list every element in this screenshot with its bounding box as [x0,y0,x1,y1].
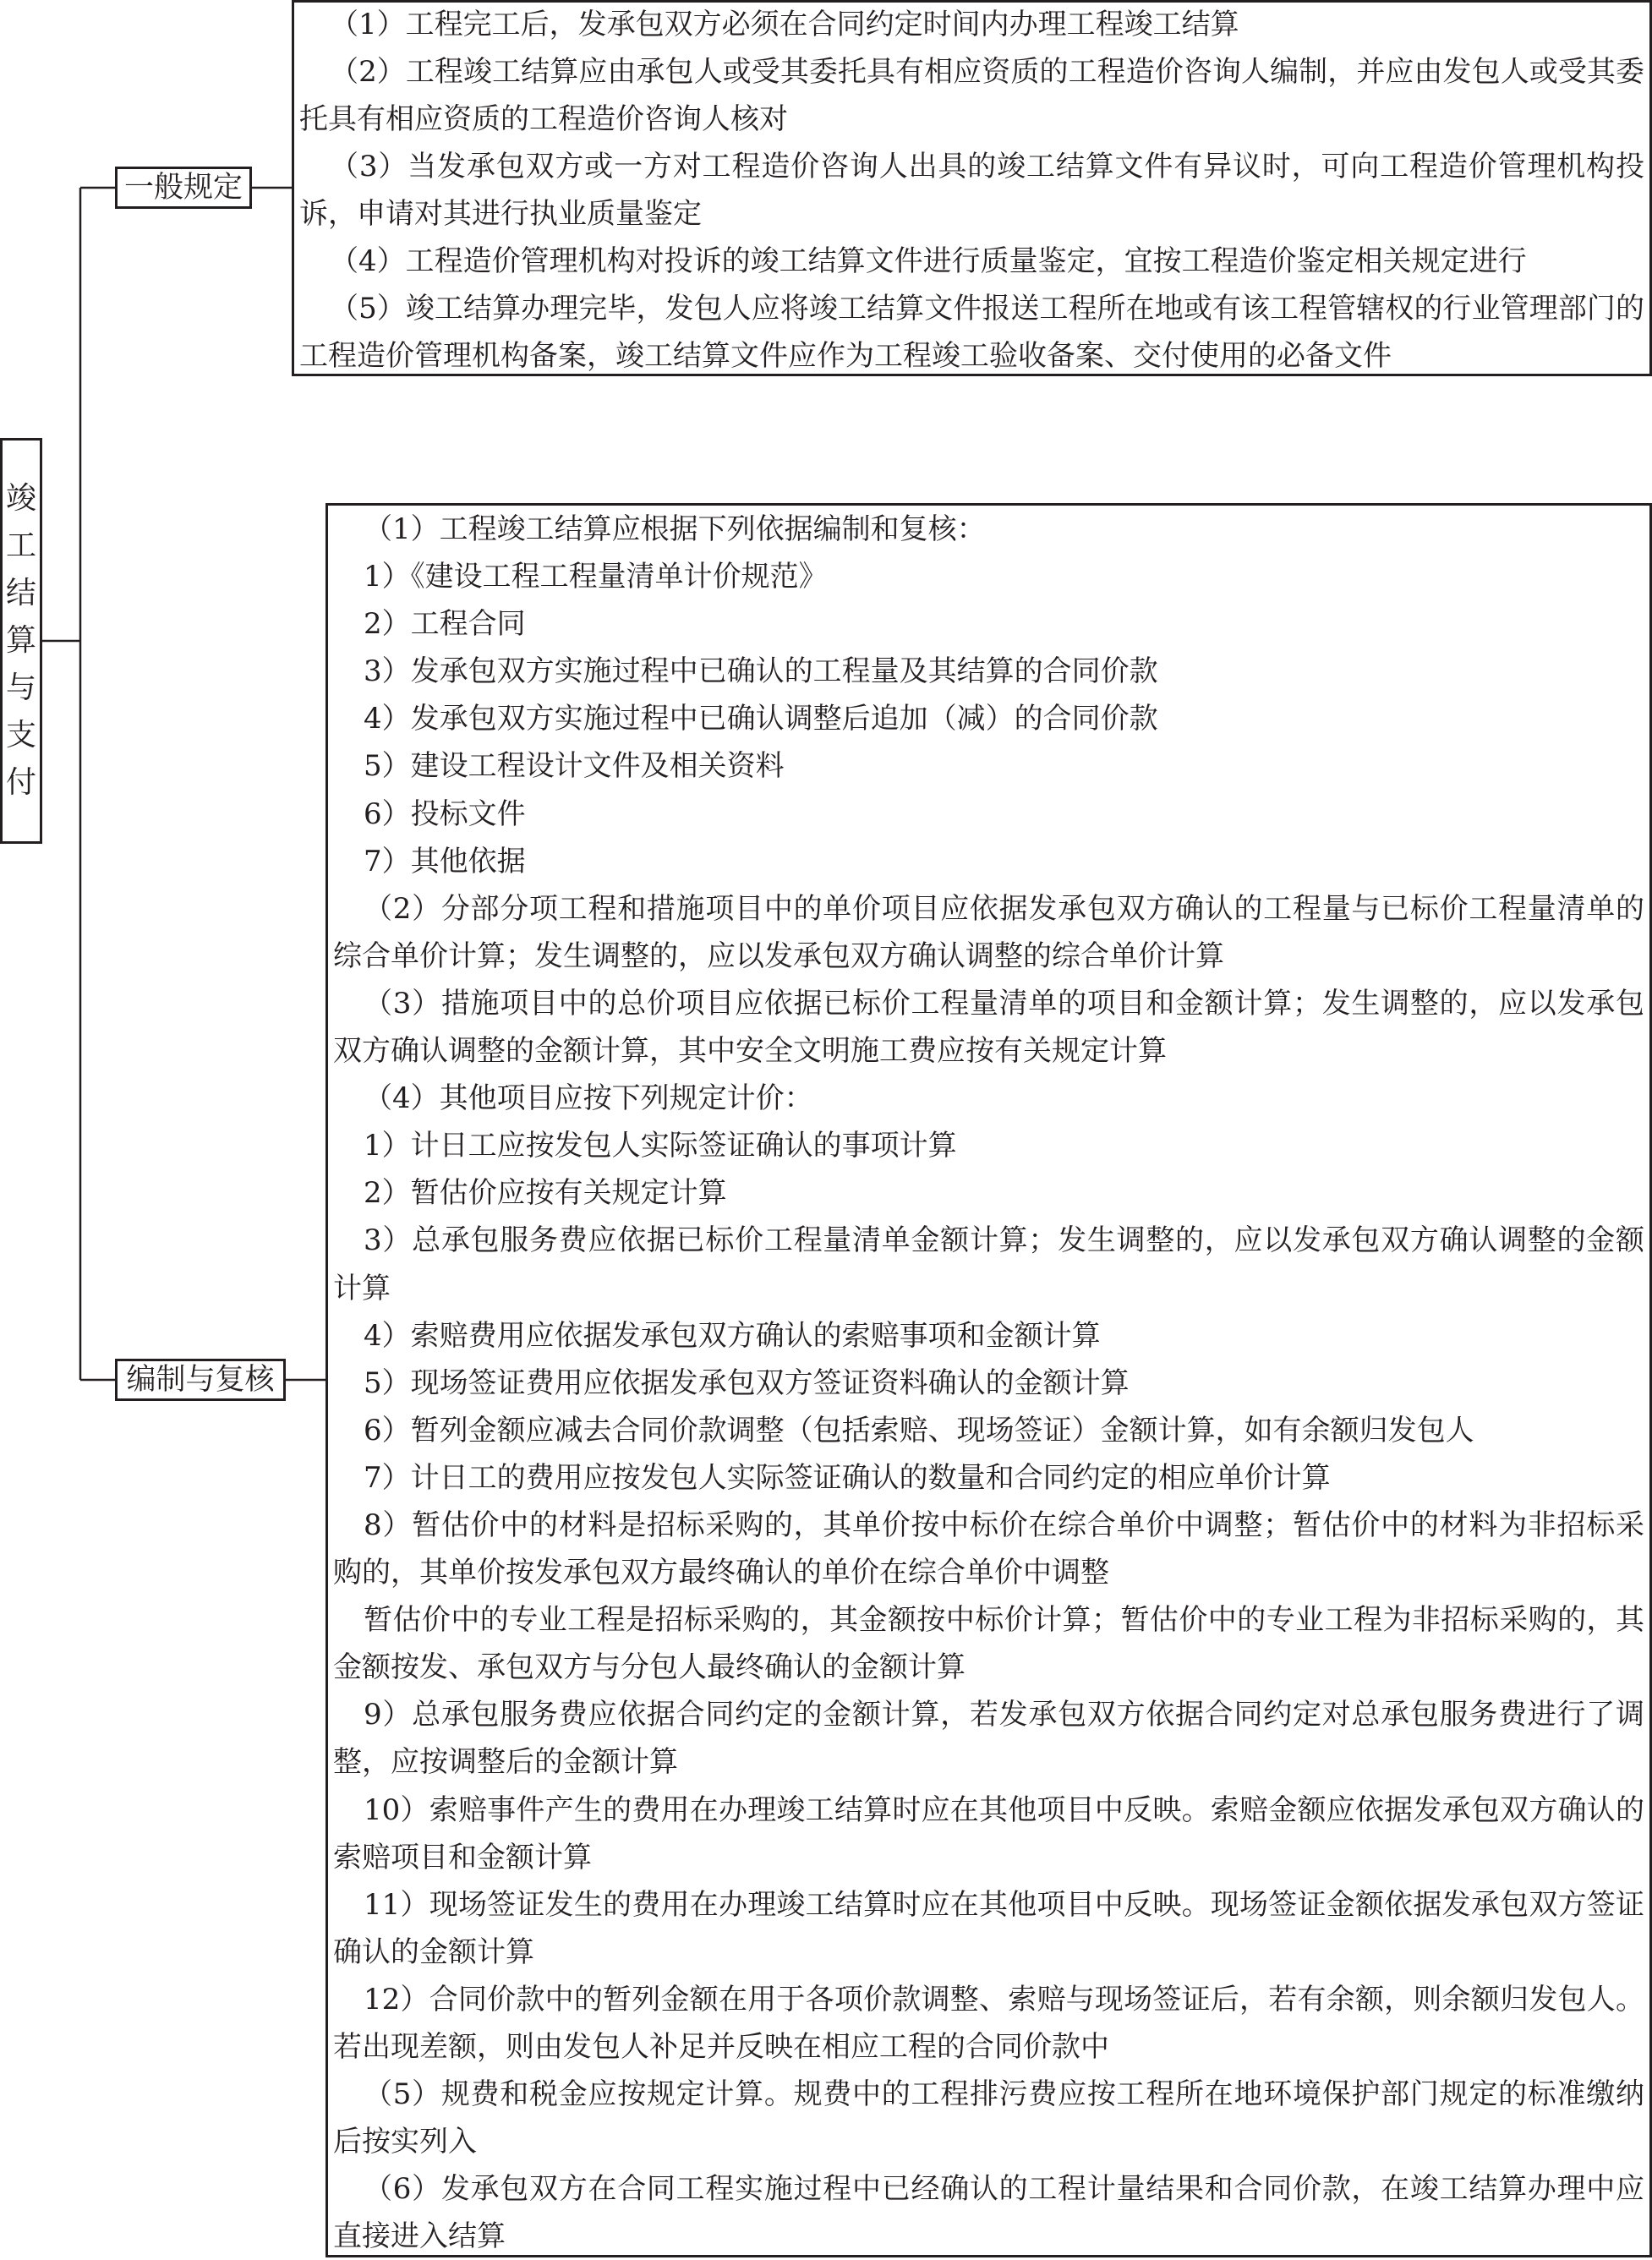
content-item: 2）工程合同 [364,607,526,642]
content-item: 暂估价中的专业工程是招标采购的，其金额按中标价计算；暂估价中的专业工程为非招标采购的，其金额按发、承包双方与分包人最终确认的金额计算 [333,1603,1644,1685]
content-item: 8）暂估价中的材料是招标采购的，其单价按中标价在综合单价中调整；暂估价中的材料为非招标采购的，其单价按发承包双方最终确认的单价在综合单价中调整 [333,1508,1644,1590]
branch-compilation-review-label: 编制与复核 [126,1363,275,1397]
content-item: 2）暂估价应按有关规定计算 [364,1176,727,1211]
root-title-char: 结 [5,576,36,610]
compilation-review-content-box [325,503,1652,2257]
content-item: 1）计日工应按发包人实际签证确认的事项计算 [364,1129,957,1163]
content-item: （2）分部分项工程和措施项目中的单价项目应依据发承包双方确认的工程量与已标价工程量清单的综合单价计算；发生调整的，应以发承包双方确认调整的综合单价计算 [333,891,1644,973]
content-item: 7）计日工的费用应按发包人实际签证确认的数量和合同约定的相应单价计算 [364,1460,1331,1495]
root-title-char: 与 [5,670,36,705]
content-item: 3）发承包双方实施过程中已确认的工程量及其结算的合同价款 [364,654,1158,689]
content-item: （1）工程完工后，发承包双方必须在合同约定时间内办理工程竣工结算 [330,8,1239,41]
content-item: （3）当发承包双方或一方对工程造价咨询人出具的竣工结算文件有异议时，可向工程造价管理机构投诉，申请对其进行执业质量鉴定 [299,150,1644,231]
branch-general-rules [115,167,252,209]
content-item: 6）投标文件 [364,796,526,831]
root-title-char: 工 [5,528,36,563]
content-item: （3）措施项目中的总价项目应依据已标价工程量清单的项目和金额计算；发生调整的，应以发承包双方确认调整的金额计算，其中安全文明施工费应按有关规定计算 [333,986,1644,1069]
content-item: （6）发承包双方在合同工程实施过程中已经确认的工程计量结果和合同价款，在竣工结算办理中应直接进入结算 [333,2172,1644,2254]
content-item: 5）建设工程设计文件及相关资料 [364,749,785,784]
content-item: （5）规费和税金应按规定计算。规费中的工程排污费应按工程所在地环境保护部门规定的标准缴纳后按实列入 [333,2077,1644,2159]
branch-general-rules-label: 一般规定 [124,171,243,205]
general-rules-content-box [292,0,1652,376]
content-item: 5）现场签证费用应依据发承包双方签证资料确认的金额计算 [364,1365,1130,1400]
root-title-char: 竣 [5,481,36,516]
content-item: （1）工程竣工结算应根据下列依据编制和复核： [364,512,986,546]
root-title-char: 支 [5,718,36,752]
content-item: （2）工程竣工结算应由承包人或受其委托具有相应资质的工程造价咨询人编制，并应由发包人或受其委托具有相应资质的工程造价咨询人核对 [299,55,1644,136]
content-item: 7）其他依据 [364,844,526,878]
root-title-char: 付 [5,765,36,800]
branch-compilation-review [115,1359,286,1401]
content-item: 3）总承包服务费应依据已标价工程量清单金额计算；发生调整的，应以发承包双方确认调整的金额计算 [333,1223,1644,1305]
root-title-char: 算 [5,623,36,658]
content-item: 1）《建设工程工程量清单计价规范》 [364,560,828,594]
root-title [3,441,40,841]
content-item: 9）总承包服务费应依据合同约定的金额计算，若发承包双方依据合同约定对总承包服务费进行了调整，应按调整后的金额计算 [333,1698,1644,1780]
content-item: 10）索赔事件产生的费用在办理竣工结算时应在其他项目中反映。索赔金额应依据发承包双方确认的索赔项目和金额计算 [333,1792,1644,1874]
content-item: （4）工程造价管理机构对投诉的竣工结算文件进行质量鉴定，宜按工程造价鉴定相关规定进行 [330,244,1527,278]
content-item: （5）竣工结算办理完毕，发包人应将竣工结算文件报送工程所在地或有该工程管辖权的行业管理部门的工程造价管理机构备案，竣工结算文件应作为工程竣工验收备案、交付使用的必备文件 [299,292,1644,373]
content-item: 12）合同价款中的暂列金额在用于各项价款调整、索赔与现场签证后，若有余额，则余额归发包人。若出现差额，则由发包人补足并反映在相应工程的合同价款中 [333,1982,1644,2064]
content-item: 4）发承包双方实施过程中已确认调整后追加（减）的合同价款 [364,702,1158,736]
content-item: 11）现场签证发生的费用在办理竣工结算时应在其他项目中反映。现场签证金额依据发承包双方签证确认的金额计算 [333,1887,1644,1969]
root-node [0,438,42,844]
content-item: 6）暂列金额应减去合同价款调整（包括索赔、现场签证）金额计算，如有余额归发包人 [364,1413,1474,1447]
content-item: （4）其他项目应按下列规定计价： [364,1081,813,1116]
content-item: 4）索赔费用应依据发承包双方确认的索赔事项和金额计算 [364,1318,1101,1353]
